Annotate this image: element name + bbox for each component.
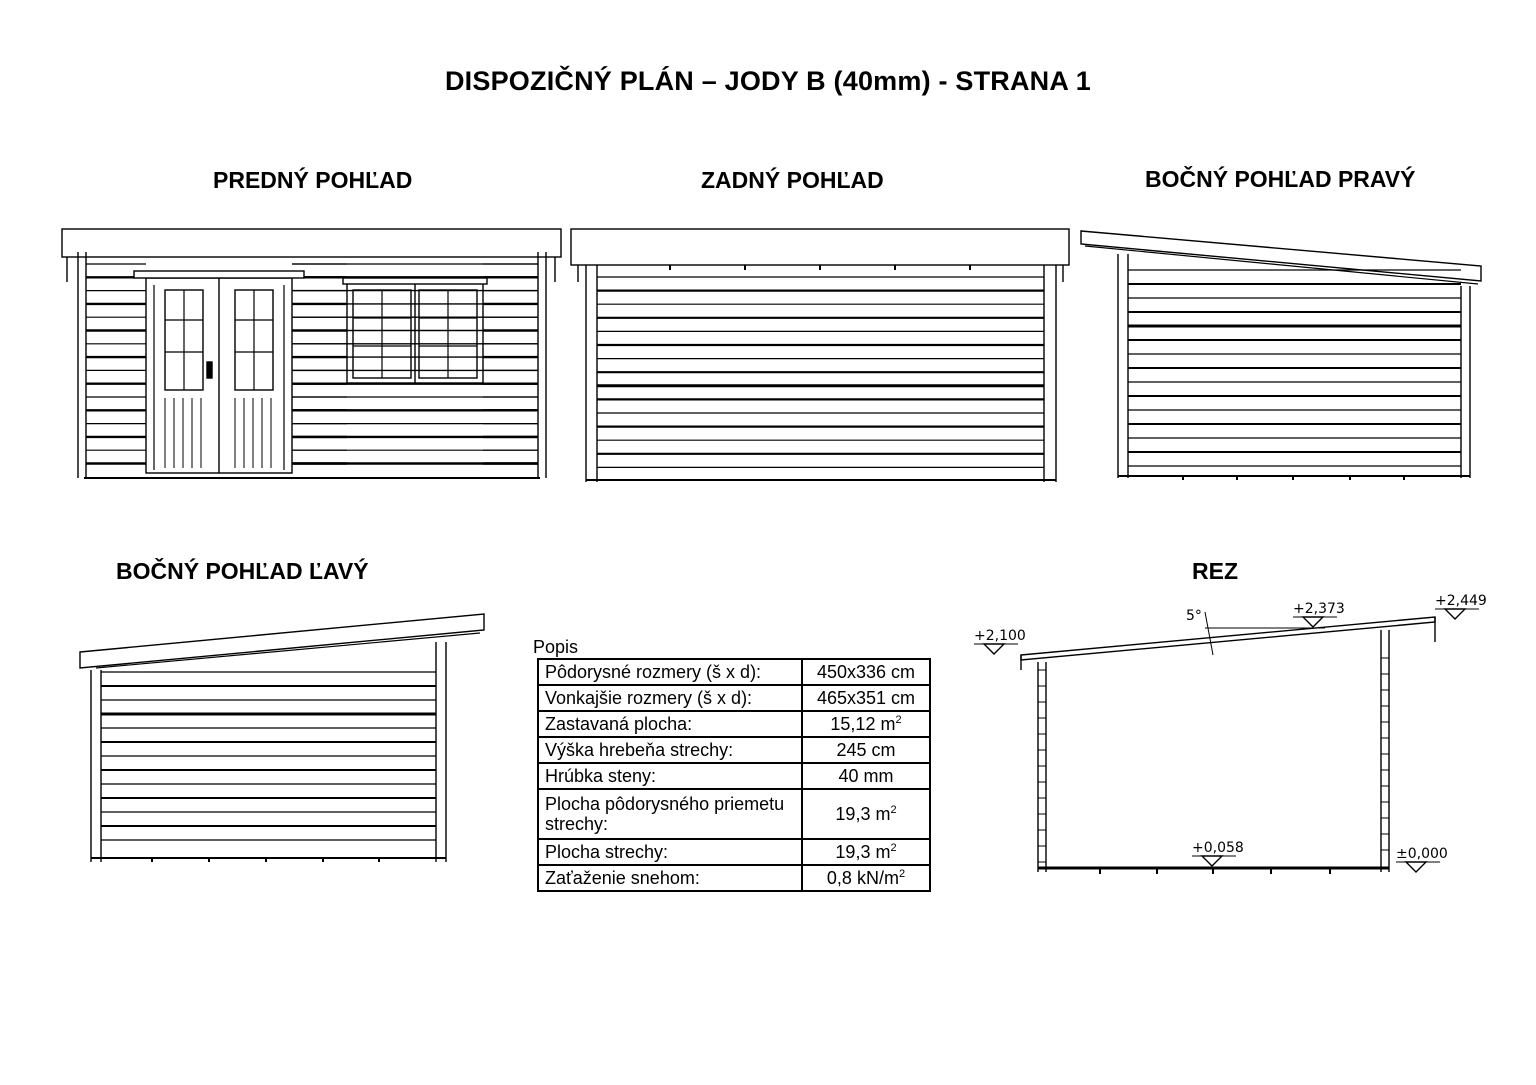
spec-label: Vonkajšie rozmery (š x d): bbox=[538, 685, 802, 711]
back-view-label: ZADNÝ POHĽAD bbox=[701, 167, 884, 193]
level-floor: +0,058 bbox=[1192, 840, 1244, 856]
spec-value: 245 cm bbox=[802, 737, 930, 763]
front-door-header bbox=[134, 271, 304, 278]
table-row bbox=[538, 659, 930, 685]
right-roof-board bbox=[1081, 231, 1481, 281]
level-ground: ±0,000 bbox=[1396, 846, 1448, 862]
spec-label: Zastavaná plocha: bbox=[538, 711, 802, 737]
level-right-eave: +2,449 bbox=[1435, 593, 1487, 609]
spec-table bbox=[537, 658, 931, 892]
front-window-header bbox=[343, 278, 487, 284]
spec-value: 19,3 $m^2$ bbox=[802, 839, 930, 865]
table-row bbox=[538, 839, 930, 865]
page-title: DISPOZIČNÝ PLÁN – JODY B (40mm) - STRANA 1 bbox=[444, 66, 1091, 96]
front-roof-fascia bbox=[62, 229, 561, 257]
front-view-label: PREDNÝ POHĽAD bbox=[213, 167, 413, 193]
section-slope-arc bbox=[1205, 612, 1213, 655]
spec-value: 465x351 cm bbox=[802, 685, 930, 711]
table-row bbox=[538, 789, 930, 839]
back-roof-fascia bbox=[571, 229, 1069, 265]
table-row bbox=[538, 865, 930, 891]
level-right-eave-marker bbox=[1445, 609, 1465, 619]
level-ground-marker bbox=[1406, 862, 1426, 872]
level-ridge: +2,373 bbox=[1293, 601, 1345, 617]
spec-label: Zaťaženie snehom: bbox=[538, 865, 802, 891]
table-row bbox=[538, 711, 930, 737]
roof-slope-angle: 5° bbox=[1186, 608, 1202, 624]
spec-value: 450x336 cm bbox=[802, 659, 930, 685]
table-row bbox=[538, 737, 930, 763]
spec-label: Hrúbka steny: bbox=[538, 763, 802, 789]
right-side-view-label: BOČNÝ POHĽAD PRAVÝ bbox=[1145, 166, 1416, 192]
spec-label: Výška hrebeňa strechy: bbox=[538, 737, 802, 763]
table-row bbox=[538, 685, 930, 711]
section-view-label: REZ bbox=[1192, 558, 1238, 584]
spec-value: 0,8 $kN/m^2$ bbox=[802, 865, 930, 891]
level-left-eave-marker bbox=[984, 644, 1004, 654]
spec-value: 40 mm bbox=[802, 763, 930, 789]
section-roof bbox=[1021, 617, 1435, 660]
front-door-handle bbox=[207, 362, 212, 378]
level-left-eave: +2,100 bbox=[974, 628, 1026, 644]
spec-label: Plocha pôdorysného priemetu strechy: bbox=[538, 789, 802, 839]
table-row bbox=[538, 763, 930, 789]
left-side-view-label: BOČNÝ POHĽAD ĽAVÝ bbox=[116, 558, 369, 584]
spec-label: Pôdorysné rozmery (š x d): bbox=[538, 659, 802, 685]
table-caption: Popis bbox=[533, 637, 579, 657]
spec-label: Plocha strechy: bbox=[538, 839, 802, 865]
level-floor-marker bbox=[1202, 856, 1222, 866]
spec-value: 19,3 $m^2$ bbox=[802, 789, 930, 839]
left-roof-board bbox=[80, 614, 484, 668]
level-ridge-marker bbox=[1303, 617, 1323, 627]
spec-value: 15,12 $m^2$ bbox=[802, 711, 930, 737]
